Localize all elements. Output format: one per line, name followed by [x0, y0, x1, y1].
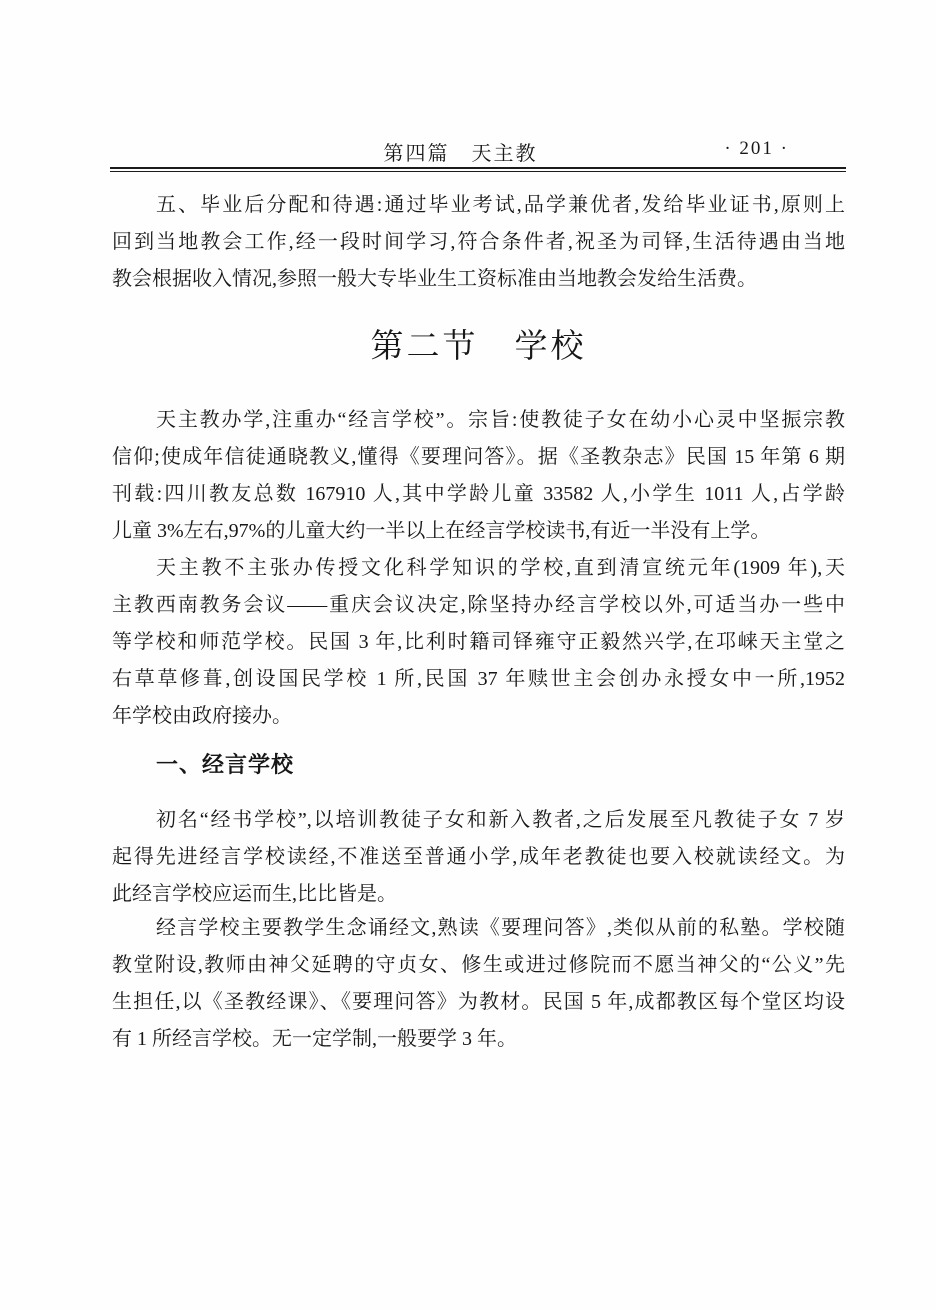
- page-number: · 201 ·: [724, 138, 789, 159]
- paragraph-school-purpose: [112, 402, 845, 550]
- subsection-heading: 一、经言学校: [156, 752, 295, 777]
- header-rule: [110, 167, 846, 172]
- text-line: 经言学校主要教学生念诵经文,熟读《要理问答》,类似从前的私塾。学校随: [156, 917, 845, 939]
- text-line: 刊载:四川教友总数 167910 人,其中学龄儿童 33582 人,小学生 1011 人,占学龄: [112, 483, 845, 505]
- section-title: 第二节 学校: [370, 329, 587, 365]
- text-line: 此经言学校应运而生,比比皆是。: [112, 883, 397, 905]
- text-line: 回到当地教会工作,经一段时间学习,符合条件者,祝圣为司铎,生活待遇由当地: [112, 231, 845, 253]
- running-header: [112, 137, 845, 163]
- paragraph-scripture-school-origin: [112, 802, 845, 913]
- text-line: 教会根据收入情况,参照一般大专毕业生工资标准由当地教会发给生活费。: [112, 268, 757, 290]
- text-line: 右草草修葺,创设国民学校 1 所,民国 37 年赎世主会创办永授女中一所,1952: [112, 668, 845, 690]
- paragraph-graduation-policy: [112, 187, 845, 298]
- text-line: 天主教办学,注重办“经言学校”。宗旨:使教徒子女在幼小心灵中坚振宗教: [156, 409, 845, 431]
- paragraph-school-history: [112, 550, 845, 735]
- text-line: 五、毕业后分配和待遇:通过毕业考试,品学兼优者,发给毕业证书,原则上: [156, 194, 845, 216]
- text-line: 有 1 所经言学校。无一定学制,一般要学 3 年。: [112, 1028, 517, 1050]
- text-line: 初名“经书学校”,以培训教徒子女和新入教者,之后发展至凡教徒子女 7 岁: [156, 809, 845, 831]
- text-line: 儿童 3%左右,97%的儿童大约一半以上在经言学校读书,有近一半没有上学。: [112, 520, 771, 542]
- text-line: 年学校由政府接办。: [112, 705, 292, 727]
- text-line: 主教西南教务会议——重庆会议决定,除坚持办经言学校以外,可适当办一些中: [112, 594, 845, 616]
- text-line: 教堂附设,教师由神父延聘的守贞女、修生或进过修院而不愿当神父的“公义”先: [112, 954, 845, 976]
- paragraph-scripture-school-teaching: [112, 910, 845, 1058]
- chapter-title: 第四篇 天主教: [383, 143, 538, 165]
- text-line: 生担任,以《圣教经课》、《要理问答》为教材。民国 5 年,成都教区每个堂区均设: [112, 991, 845, 1013]
- text-line: 信仰;使成年信徒通晓教义,懂得《要理问答》。据《圣教杂志》民国 15 年第 6 期: [112, 446, 845, 468]
- text-line: 等学校和师范学校。民国 3 年,比利时籍司铎雍守正毅然兴学,在邛崃天主堂之: [112, 631, 845, 653]
- text-line: 起得先进经言学校读经,不准送至普通小学,成年老教徒也要入校就读经文。为: [112, 846, 845, 868]
- text-line: 天主教不主张办传授文化科学知识的学校,直到清宣统元年(1909 年),天: [156, 557, 845, 579]
